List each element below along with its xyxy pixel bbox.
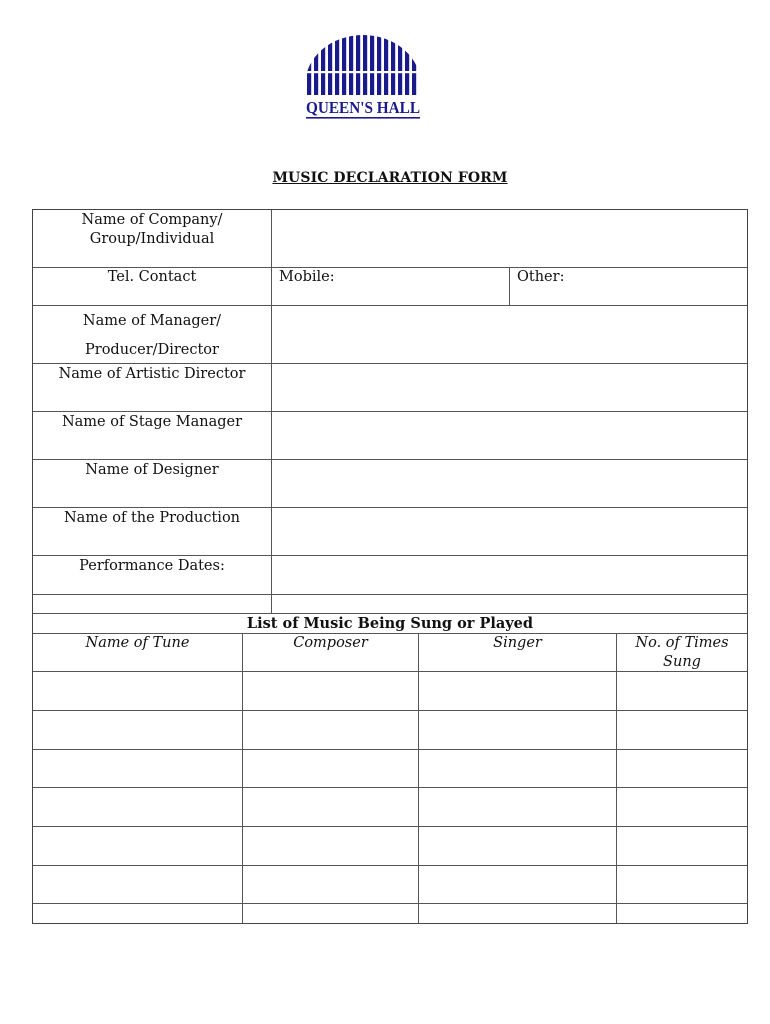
table-row[interactable]	[33, 671, 747, 710]
table-row[interactable]	[33, 865, 747, 903]
table-row[interactable]	[33, 787, 747, 826]
performance-dates-label: Performance Dates:	[79, 558, 225, 574]
declaration-form-table	[32, 209, 748, 924]
col-header-composer: Composer	[293, 635, 368, 651]
stage-manager-label: Name of Stage Manager	[61, 414, 243, 430]
col-header-times-sung: No. of Times Sung	[635, 635, 729, 670]
col-header-singer: Singer	[493, 635, 542, 651]
stage-manager-field[interactable]	[272, 411, 747, 459]
logo-text: QUEEN'S HALL	[306, 98, 420, 117]
company-label: Name of Company/ Group/Individual	[81, 212, 223, 247]
artistic-director-field[interactable]	[272, 363, 747, 411]
other-label: Other:	[517, 269, 565, 285]
designer-label: Name of Designer	[85, 462, 219, 478]
table-row[interactable]	[33, 903, 747, 923]
other-field[interactable]	[566, 267, 747, 305]
queens-hall-logo	[303, 33, 423, 123]
table-row[interactable]	[33, 826, 747, 865]
company-field[interactable]	[272, 210, 747, 267]
manager-label: Name of Manager/ Producer/Director	[82, 313, 222, 358]
col-header-tune: Name of Tune	[85, 635, 190, 651]
artistic-director-label: Name of Artistic Director	[58, 366, 246, 382]
mobile-label: Mobile:	[279, 269, 335, 285]
table-row[interactable]	[33, 749, 747, 787]
designer-field[interactable]	[272, 459, 747, 507]
mobile-field[interactable]	[333, 267, 509, 305]
form-title: MUSIC DECLARATION FORM	[272, 170, 508, 186]
production-field[interactable]	[272, 507, 747, 555]
tel-contact-label: Tel. Contact	[107, 269, 197, 285]
music-list-title: List of Music Being Sung or Played	[246, 615, 534, 632]
production-label: Name of the Production	[63, 510, 241, 526]
table-row[interactable]	[33, 710, 747, 749]
performance-dates-field[interactable]	[272, 555, 747, 594]
manager-field[interactable]	[272, 305, 747, 363]
